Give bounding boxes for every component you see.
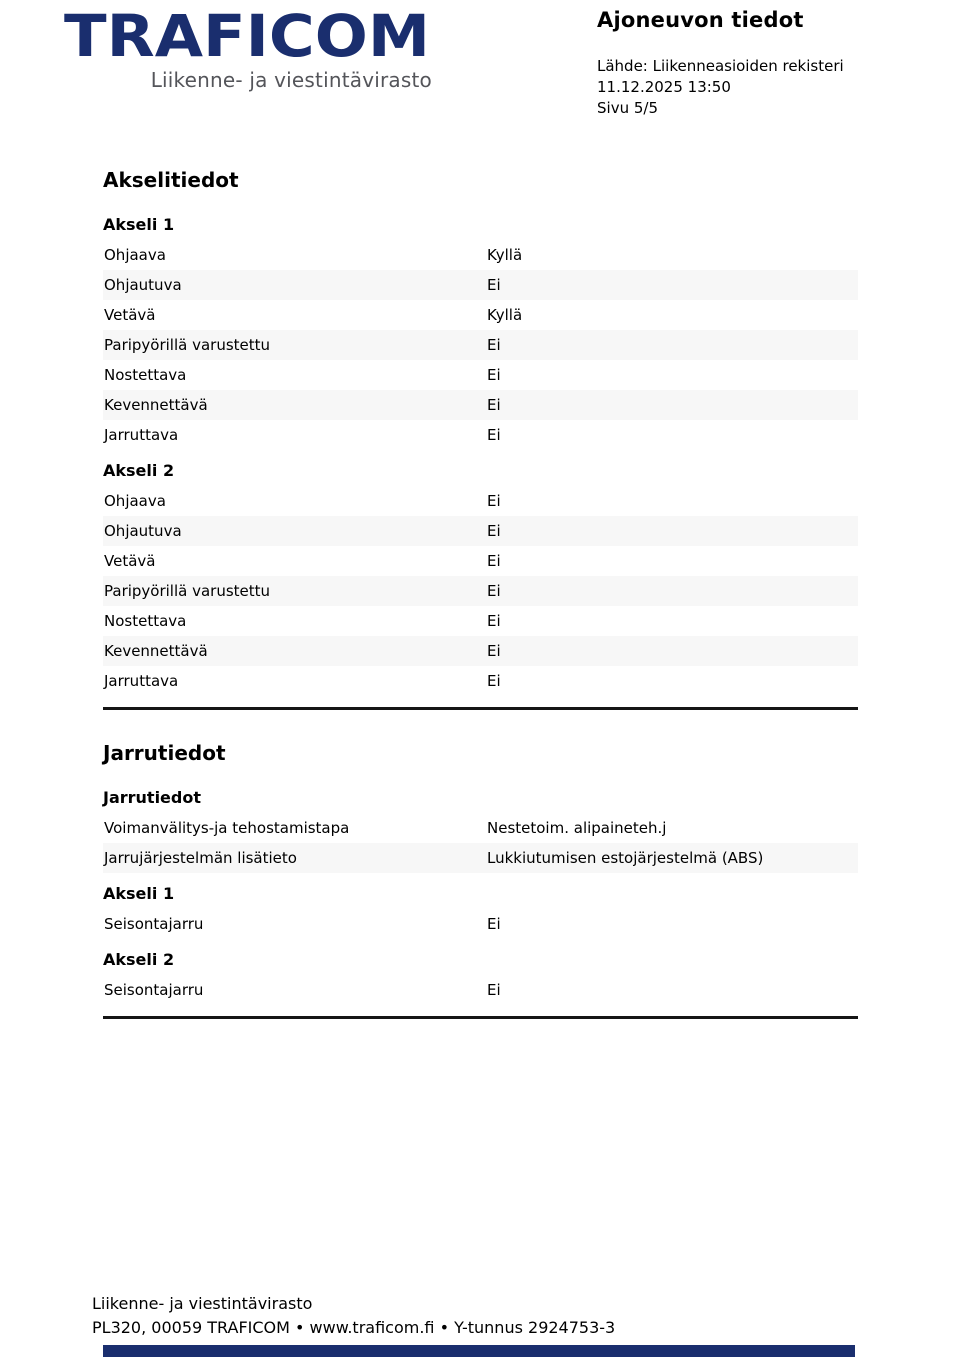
logo-tagline: Liikenne- ja viestintävirasto (150, 68, 432, 92)
field-group (103, 215, 858, 450)
row-label: Voimanvälitys-ja tehostamistapa (104, 819, 350, 837)
table-row (103, 270, 858, 300)
traficom-logo-icon (64, 6, 432, 66)
group-subtitle: Akseli 1 (103, 884, 175, 903)
table-row (103, 300, 858, 330)
group-table (103, 975, 858, 1005)
row-value: Ei (487, 672, 501, 690)
logo-wordmark: TRAFICOM (64, 6, 430, 66)
section-title: Akselitiedot (103, 168, 239, 192)
row-label: Ohjaava (104, 492, 166, 510)
row-value: Ei (487, 981, 501, 999)
group-table (103, 909, 858, 939)
table-row (103, 240, 858, 270)
row-value: Lukkiutumisen estojärjestelmä (ABS) (487, 849, 764, 867)
row-label: Paripyörillä varustettu (104, 336, 271, 354)
document-header (597, 8, 897, 119)
table-row (103, 576, 858, 606)
document-body (103, 168, 858, 1019)
section-title: Jarrutiedot (103, 741, 226, 765)
row-value: Ei (487, 522, 501, 540)
table-row (103, 330, 858, 360)
row-label: Kevennettävä (104, 642, 208, 660)
table-row (103, 486, 858, 516)
row-value: Ei (487, 276, 501, 294)
row-value: Kyllä (487, 306, 523, 324)
table-row (103, 975, 858, 1005)
brand-bottom-bar (103, 1345, 855, 1357)
field-group (103, 884, 858, 939)
row-label: Paripyörillä varustettu (104, 582, 271, 600)
row-label: Ohjautuva (104, 276, 182, 294)
row-label: Vetävä (104, 306, 156, 324)
table-row (103, 420, 858, 450)
group-table (103, 813, 858, 873)
group-subtitle: Jarrutiedot (103, 788, 201, 807)
document-meta (597, 56, 897, 119)
row-value: Ei (487, 426, 501, 444)
section-groups (103, 215, 858, 696)
info-section (103, 168, 858, 710)
row-label: Seisontajarru (104, 981, 204, 999)
meta-datetime: 11.12.2025 13:50 (597, 78, 731, 96)
section-divider (103, 707, 858, 710)
table-row (103, 360, 858, 390)
group-subtitle: Akseli 1 (103, 215, 175, 234)
table-row (103, 666, 858, 696)
table-row (103, 636, 858, 666)
footer-agency-name: Liikenne- ja viestintävirasto (92, 1294, 313, 1313)
row-value: Ei (487, 396, 501, 414)
document-footer (92, 1292, 615, 1340)
row-value: Ei (487, 612, 501, 630)
row-label: Ohjautuva (104, 522, 182, 540)
table-row (103, 390, 858, 420)
page-title: Ajoneuvon tiedot (597, 8, 804, 32)
row-value: Ei (487, 552, 501, 570)
row-label: Jarruttava (104, 672, 179, 690)
group-subtitle: Akseli 2 (103, 950, 175, 969)
row-value: Nestetoim. alipaineteh.j (487, 819, 667, 837)
group-table (103, 486, 858, 696)
section-divider (103, 1016, 858, 1019)
row-value: Ei (487, 492, 501, 510)
row-label: Kevennettävä (104, 396, 208, 414)
row-label: Seisontajarru (104, 915, 204, 933)
row-label: Nostettava (104, 612, 187, 630)
group-subtitle: Akseli 2 (103, 461, 175, 480)
row-label: Jarruttava (104, 426, 179, 444)
info-section (103, 741, 858, 1019)
row-value: Ei (487, 366, 501, 384)
row-value: Ei (487, 336, 501, 354)
table-row (103, 606, 858, 636)
row-label: Nostettava (104, 366, 187, 384)
field-group (103, 950, 858, 1005)
table-row (103, 516, 858, 546)
row-value: Ei (487, 582, 501, 600)
meta-page-number: Sivu 5/5 (597, 99, 658, 117)
table-row (103, 813, 858, 843)
row-value: Ei (487, 915, 501, 933)
field-group (103, 788, 858, 873)
traficom-logo (64, 6, 432, 92)
footer-contact-line: PL320, 00059 TRAFICOM • www.traficom.fi • Y-tunnus 2924753-3 (92, 1318, 616, 1337)
section-groups (103, 788, 858, 1005)
row-label: Jarrujärjestelmän lisätieto (104, 849, 297, 867)
field-group (103, 461, 858, 696)
row-value: Ei (487, 642, 501, 660)
table-row (103, 546, 858, 576)
group-table (103, 240, 858, 450)
table-row (103, 909, 858, 939)
row-value: Kyllä (487, 246, 523, 264)
row-label: Vetävä (104, 552, 156, 570)
row-label: Ohjaava (104, 246, 166, 264)
meta-source: Lähde: Liikenneasioiden rekisteri (597, 57, 844, 75)
table-row (103, 843, 858, 873)
